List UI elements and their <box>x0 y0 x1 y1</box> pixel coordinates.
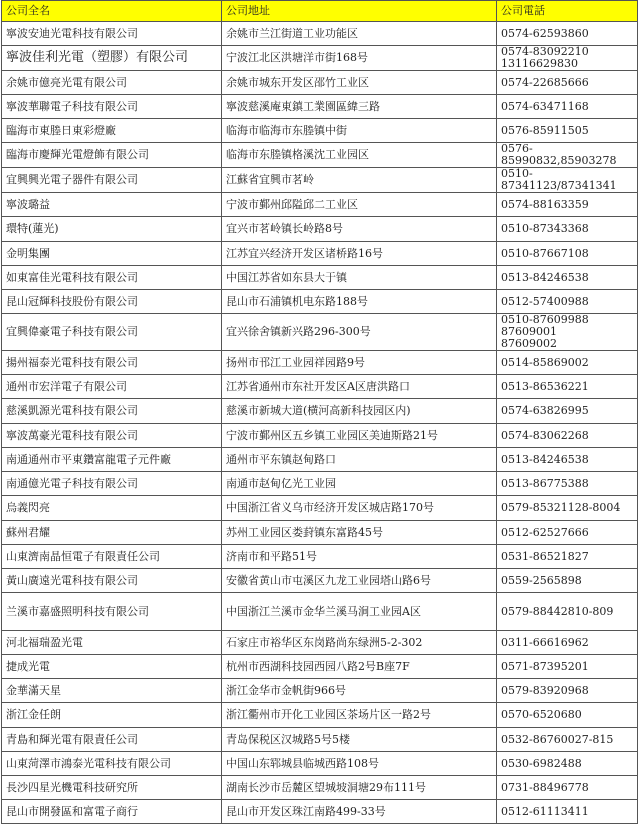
header-row <box>2 1 638 22</box>
company-name-cell: 南通通州市平東鑽富龍電子元件廠 <box>2 448 222 472</box>
company-name-cell: 慈溪凱源光電科技有限公司 <box>2 399 222 424</box>
company-name-cell: 寧波璐益 <box>2 193 222 217</box>
company-address-cell: 通州市平东镇赵甸路口 <box>222 448 497 472</box>
company-address-cell: 扬州市邗江工业园祥园路9号 <box>222 351 497 375</box>
company-address-cell: 中国山东郓城县临城西路108号 <box>222 752 497 776</box>
company-phone-cell: 0311-66616962 <box>497 631 638 655</box>
company-name-cell: 南通億光電子科技有限公司 <box>2 472 222 496</box>
table-row <box>2 375 638 399</box>
table-row <box>2 679 638 703</box>
company-phone-cell: 0510-87609988 87609001 87609002 <box>497 314 638 351</box>
table-row <box>2 703 638 728</box>
company-address-cell: 宜兴市茗岭镇长岭路8号 <box>222 217 497 242</box>
company-address-cell: 中国浙江兰溪市金华兰溪马涧工业园A区 <box>222 593 497 631</box>
company-phone-cell: 0576-85911505 <box>497 119 638 143</box>
company-address-cell: 慈溪市新城大道(横河高新科技园区内) <box>222 399 497 424</box>
company-address-cell: 昆山市开发区珠江南路499-33号 <box>222 800 497 824</box>
table-row <box>2 752 638 776</box>
table-body <box>2 22 638 824</box>
company-address-cell: 苏州工业园区娄葑镇东富路45号 <box>222 521 497 545</box>
company-address-cell: 中国浙江省义乌市经济开发区城店路170号 <box>222 496 497 521</box>
company-name-cell: 寧波華聯電子科技有限公司 <box>2 95 222 119</box>
company-name-cell: 兰溪市嘉盛照明科技有限公司 <box>2 593 222 631</box>
company-phone-cell: 0514-85869002 <box>497 351 638 375</box>
company-address-cell: 江苏宜兴经济开发区诸桥路16号 <box>222 242 497 266</box>
company-address-cell: 石家庄市裕华区东岗路尚东绿洲5-2-302 <box>222 631 497 655</box>
company-phone-cell: 0574-88163359 <box>497 193 638 217</box>
company-name-cell: 余姚市億亮光電有限公司 <box>2 71 222 95</box>
company-phone-cell: 0574-83062268 <box>497 424 638 448</box>
table-row <box>2 290 638 314</box>
company-name-cell: 青島和輝光電有限責任公司 <box>2 728 222 752</box>
company-name-cell: 金明集團 <box>2 242 222 266</box>
table-row <box>2 351 638 375</box>
company-address-cell: 江蘇省宜興市茗岭 <box>222 168 497 193</box>
company-address-cell: 宁波市鄞州邱隘邱二工业区 <box>222 193 497 217</box>
table-row <box>2 593 638 631</box>
table-row <box>2 399 638 424</box>
company-name-cell: 昆山冠輝科技股份有限公司 <box>2 290 222 314</box>
company-address-cell: 安徽省黄山市屯溪区九龙工业园塔山路6号 <box>222 569 497 593</box>
company-name-cell: 宜興偉豪電子科技有限公司 <box>2 314 222 351</box>
company-phone-cell: 0574-63826995 <box>497 399 638 424</box>
table-row <box>2 472 638 496</box>
company-phone-cell: 0571-87395201 <box>497 655 638 679</box>
company-name-cell: 如東富佳光電科技有限公司 <box>2 266 222 290</box>
company-address-cell: 余姚市城东开发区邵竹工业区 <box>222 71 497 95</box>
table-row <box>2 776 638 800</box>
company-name-cell: 蘇州君耀 <box>2 521 222 545</box>
company-name-cell: 長沙四星光機電科技研究所 <box>2 776 222 800</box>
company-phone-cell: 0532-86760027-815 <box>497 728 638 752</box>
table-row <box>2 95 638 119</box>
company-phone-cell: 0512-61113411 <box>497 800 638 824</box>
company-phone-cell: 0510-87341123/87341341 <box>497 168 638 193</box>
company-phone-cell: 0513-86536221 <box>497 375 638 399</box>
company-name-cell: 寧波安迪光電科技有限公司 <box>2 22 222 46</box>
company-phone-cell: 0513-84246538 <box>497 448 638 472</box>
company-name-cell: 浙江金任朗 <box>2 703 222 728</box>
company-phone-cell: 0570-6520680 <box>497 703 638 728</box>
company-address-cell: 济南市和平路51号 <box>222 545 497 569</box>
header-company-name: 公司全名 <box>2 1 222 22</box>
table-row <box>2 266 638 290</box>
company-phone-cell: 0510-87667108 <box>497 242 638 266</box>
table-row <box>2 728 638 752</box>
company-address-cell: 余姚市兰江街道工业功能区 <box>222 22 497 46</box>
company-address-cell: 昆山市石浦镇机电东路188号 <box>222 290 497 314</box>
company-address-cell: 临海市东塍镇格溪沈工业园区 <box>222 143 497 168</box>
company-address-cell: 宁波市鄞州区五乡镇工业园区美迪斯路21号 <box>222 424 497 448</box>
company-phone-cell: 0513-84246538 <box>497 266 638 290</box>
company-address-cell: 杭州市西湖科技园西园八路2号B座7F <box>222 655 497 679</box>
table-row <box>2 119 638 143</box>
company-phone-cell: 0530-6982488 <box>497 752 638 776</box>
company-phone-cell: 0559-2565898 <box>497 569 638 593</box>
company-name-cell: 臨海市慶輝光電燈飾有限公司 <box>2 143 222 168</box>
company-address-cell: 青岛保税区汉城路5号5楼 <box>222 728 497 752</box>
company-phone-cell: 0579-85321128-8004 <box>497 496 638 521</box>
company-name-cell: 宜興興光電子器件有限公司 <box>2 168 222 193</box>
table-row <box>2 521 638 545</box>
table-row <box>2 314 638 351</box>
company-name-cell: 河北福瑞盈光電 <box>2 631 222 655</box>
header-company-phone: 公司電話 <box>497 1 638 22</box>
company-name-cell: 寧波萬豪光電科技有限公司 <box>2 424 222 448</box>
company-name-cell: 昆山市開發區和富電子商行 <box>2 800 222 824</box>
header-company-address: 公司地址 <box>222 1 497 22</box>
company-table <box>1 0 638 824</box>
table-row <box>2 545 638 569</box>
company-phone-cell: 0512-57400988 <box>497 290 638 314</box>
company-phone-cell: 0574-83092210 13116629830 <box>497 46 638 71</box>
table-row <box>2 655 638 679</box>
company-name-cell: 捷成光電 <box>2 655 222 679</box>
company-address-cell: 湖南长沙市岳麓区望城坡洞塘29布111号 <box>222 776 497 800</box>
company-phone-cell: 0513-86775388 <box>497 472 638 496</box>
table-row <box>2 217 638 242</box>
company-phone-cell: 0579-83920968 <box>497 679 638 703</box>
company-address-cell: 浙江衢州市开化工业园区茶场片区一路2号 <box>222 703 497 728</box>
company-name-cell: 山東菏澤市鴻泰光電科技有限公司 <box>2 752 222 776</box>
company-address-cell: 宁波江北区洪塘洋市街168号 <box>222 46 497 71</box>
company-address-cell: 寧波慈溪庵東鎮工業園區緯三路 <box>222 95 497 119</box>
company-name-cell: 山東濟南晶恒電子有限責任公司 <box>2 545 222 569</box>
company-phone-cell: 0731-88496778 <box>497 776 638 800</box>
company-address-cell: 浙江金华市金帆街966号 <box>222 679 497 703</box>
company-name-cell: 環特(蓮光) <box>2 217 222 242</box>
company-name-cell: 通州市宏洋電子有限公司 <box>2 375 222 399</box>
company-address-cell: 中国江苏省如东县大于镇 <box>222 266 497 290</box>
company-phone-cell: 0531-86521827 <box>497 545 638 569</box>
company-name-cell: 臨海市東塍日東彩燈廠 <box>2 119 222 143</box>
company-name-cell: 黃山廣遠光電科技有限公司 <box>2 569 222 593</box>
company-phone-cell: 0574-22685666 <box>497 71 638 95</box>
table-row <box>2 569 638 593</box>
company-phone-cell: 0574-63471168 <box>497 95 638 119</box>
table-row <box>2 22 638 46</box>
table-row <box>2 424 638 448</box>
table-row <box>2 71 638 95</box>
table-row <box>2 496 638 521</box>
table-row <box>2 800 638 824</box>
table-row <box>2 46 638 71</box>
company-address-cell: 宜兴徐舍镇新兴路296-300号 <box>222 314 497 351</box>
company-name-cell: 揚州福泰光電科技有限公司 <box>2 351 222 375</box>
company-phone-cell: 0510-87343368 <box>497 217 638 242</box>
company-address-cell: 南通市赵甸亿光工业园 <box>222 472 497 496</box>
company-name-cell: 寧波佳利光電（塑膠）有限公司 <box>2 46 222 71</box>
table-row <box>2 143 638 168</box>
company-phone-cell: 0576-85990832,85903278 <box>497 143 638 168</box>
table-row <box>2 168 638 193</box>
table-row <box>2 448 638 472</box>
company-address-cell: 江苏省通州市东社开发区A区唐洪路口 <box>222 375 497 399</box>
company-address-cell: 临海市临海市东塍镇中街 <box>222 119 497 143</box>
table-row <box>2 631 638 655</box>
company-name-cell: 烏義閃亮 <box>2 496 222 521</box>
table-row <box>2 242 638 266</box>
company-phone-cell: 0574-62593860 <box>497 22 638 46</box>
company-name-cell: 金華滿天星 <box>2 679 222 703</box>
company-phone-cell: 0579-88442810-809 <box>497 593 638 631</box>
company-phone-cell: 0512-62527666 <box>497 521 638 545</box>
table-row <box>2 193 638 217</box>
